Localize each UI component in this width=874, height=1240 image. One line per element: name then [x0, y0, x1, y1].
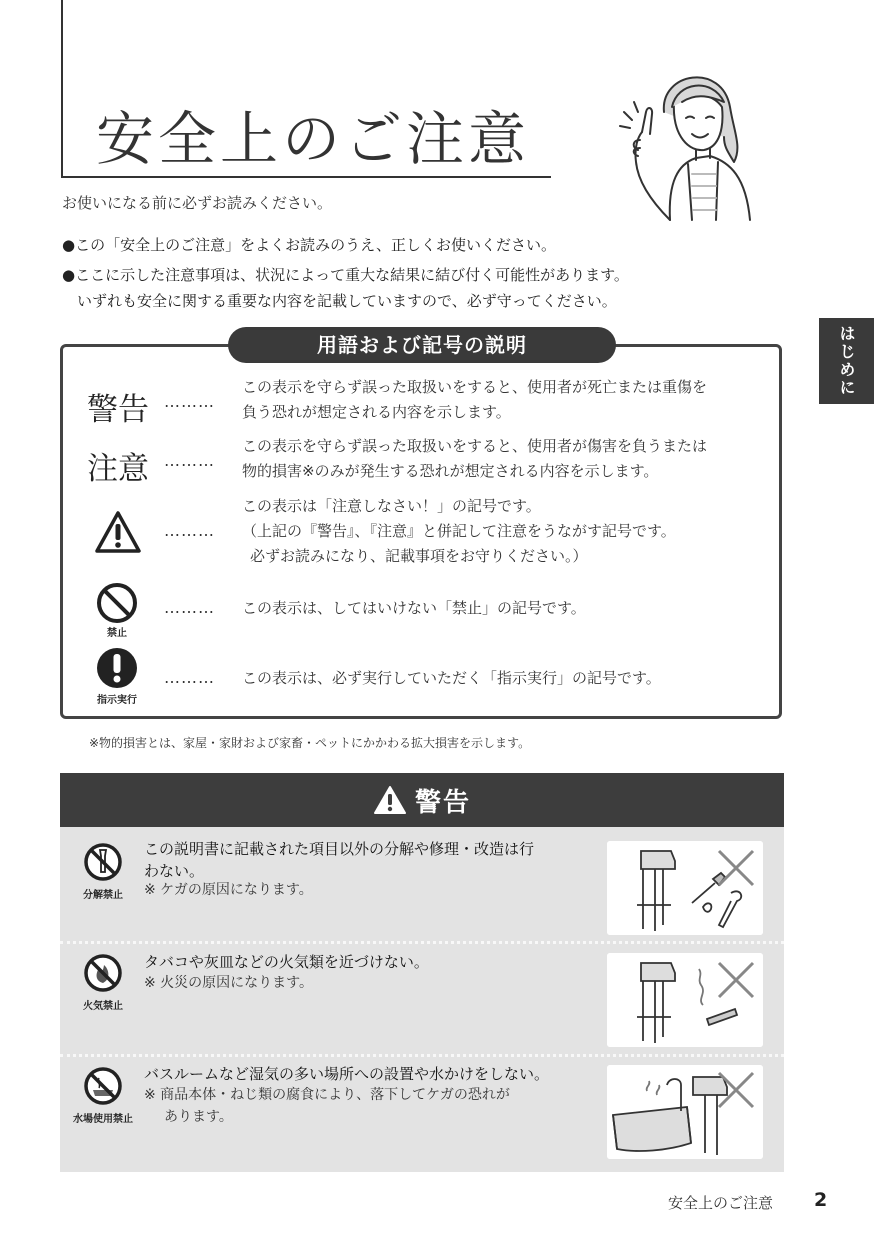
item-title — [144, 951, 429, 973]
term-dots: ……… — [164, 598, 215, 617]
page-number: 2 — [814, 1189, 828, 1211]
bathroom-illustration — [607, 1065, 763, 1159]
disassembly-illustration — [607, 841, 763, 935]
term-caution-line-1: この表示を守らず誤った取扱いをすると、使用者が傷害を負うまたは — [242, 437, 708, 455]
term-caution-line-2: 物的損害※のみが発生する恐れが想定される内容を示します。 — [242, 462, 659, 480]
warning-triangle-icon — [94, 510, 142, 554]
no-water-icon — [83, 1066, 123, 1106]
term-dots: ……… — [164, 451, 215, 470]
prohibit-icon — [96, 582, 138, 624]
term-warning-word: 警告 — [87, 392, 149, 428]
item-title — [144, 1063, 549, 1085]
intro-bullet-2-line-2: いずれも安全に関する重要な内容を記載していますので、必ず守ってください。 — [77, 292, 617, 310]
item-caption: 火気禁止 — [83, 1001, 123, 1012]
term-dots: ……… — [164, 392, 215, 411]
item-note: ※ ケガの原因になります。 — [144, 882, 313, 898]
title-frame-horizontal — [61, 176, 551, 178]
term-triangle-line-2: （上記の『警告』、『注意』と併記して注意をうながす記号です。 — [242, 522, 676, 540]
page-title: 安全上のご注意 — [96, 105, 531, 173]
term-triangle-text — [242, 494, 676, 569]
section-tab[interactable] — [819, 318, 874, 404]
term-warning-text — [242, 375, 707, 425]
intro-bullet-2-line-1: ●ここに示した注意事項は、状況によって重大な結果に結び付く可能性があります。 — [62, 266, 629, 284]
item-title-line-1: この説明書に記載された項目以外の分解や修理・改造は行 — [144, 840, 535, 858]
item-note — [144, 1084, 510, 1128]
item-caption: 分解禁止 — [83, 890, 123, 901]
title-frame-vertical — [61, 0, 63, 178]
warning-triangle-icon — [373, 785, 407, 815]
term-triangle-line-3: 必ずお読みになり、記載事項をお守りください。） — [250, 547, 588, 565]
term-dots: ……… — [164, 668, 215, 687]
item-note: ※ 火災の原因になります。 — [144, 975, 314, 991]
intro-bullet-1: ●この「安全上のご注意」をよくお読みのうえ、正しくお使いください。 — [62, 236, 556, 254]
page-subtitle: お使いになる前に必ずお読みください。 — [62, 194, 333, 212]
term-warning-line-2: 負う恐れが想定される内容を示します。 — [242, 403, 511, 421]
item-title-line-1: バスルームなど湿気の多い場所への設置や水かけをしない。 — [144, 1065, 550, 1083]
item-note-line-1: ※ 商品本体・ねじ類の腐食により、落下してケガの恐れが — [144, 1087, 510, 1103]
section-tab-label: はじめに — [837, 325, 856, 397]
item-title-line-1: タバコや灰皿などの火気類を近づけない。 — [144, 953, 429, 971]
item-separator — [60, 941, 784, 944]
term-triangle-line-1: この表示は「注意しなさい！」の記号です。 — [242, 497, 541, 515]
footer-section-label: 安全上のご注意 — [668, 1194, 774, 1212]
mandatory-icon — [96, 647, 138, 689]
term-mandatory-text: この表示は、必ず実行していただく「指示実行」の記号です。 — [242, 669, 661, 687]
term-caution-word: 注意 — [87, 451, 149, 487]
prohibit-caption: 禁止 — [107, 628, 127, 639]
no-disassembly-icon — [83, 842, 123, 882]
fire-illustration — [607, 953, 763, 1047]
footnote: ※物的損害とは、家屋・家財および家畜・ペットにかかわる拡大損害を示します。 — [89, 736, 531, 750]
item-note-line-2: あります。 — [164, 1109, 233, 1125]
woman-illustration — [612, 52, 762, 222]
term-caution-text — [242, 434, 707, 484]
item-title-line-2: わない。 — [144, 862, 205, 880]
warning-section-header — [60, 773, 784, 827]
no-fire-icon — [83, 953, 123, 993]
item-title — [144, 838, 534, 882]
warning-section-title: 警告 — [414, 787, 471, 818]
term-dots: ……… — [164, 521, 215, 540]
terms-title: 用語および記号の説明 — [228, 327, 616, 363]
item-separator — [60, 1054, 784, 1057]
intro-bullet-2 — [62, 262, 629, 314]
mandatory-caption: 指示実行 — [97, 695, 137, 706]
item-caption: 水場使用禁止 — [73, 1114, 133, 1125]
term-warning-line-1: この表示を守らず誤った取扱いをすると、使用者が死亡または重傷を — [242, 378, 708, 396]
term-prohibit-text: この表示は、してはいけない「禁止」の記号です。 — [242, 599, 586, 617]
